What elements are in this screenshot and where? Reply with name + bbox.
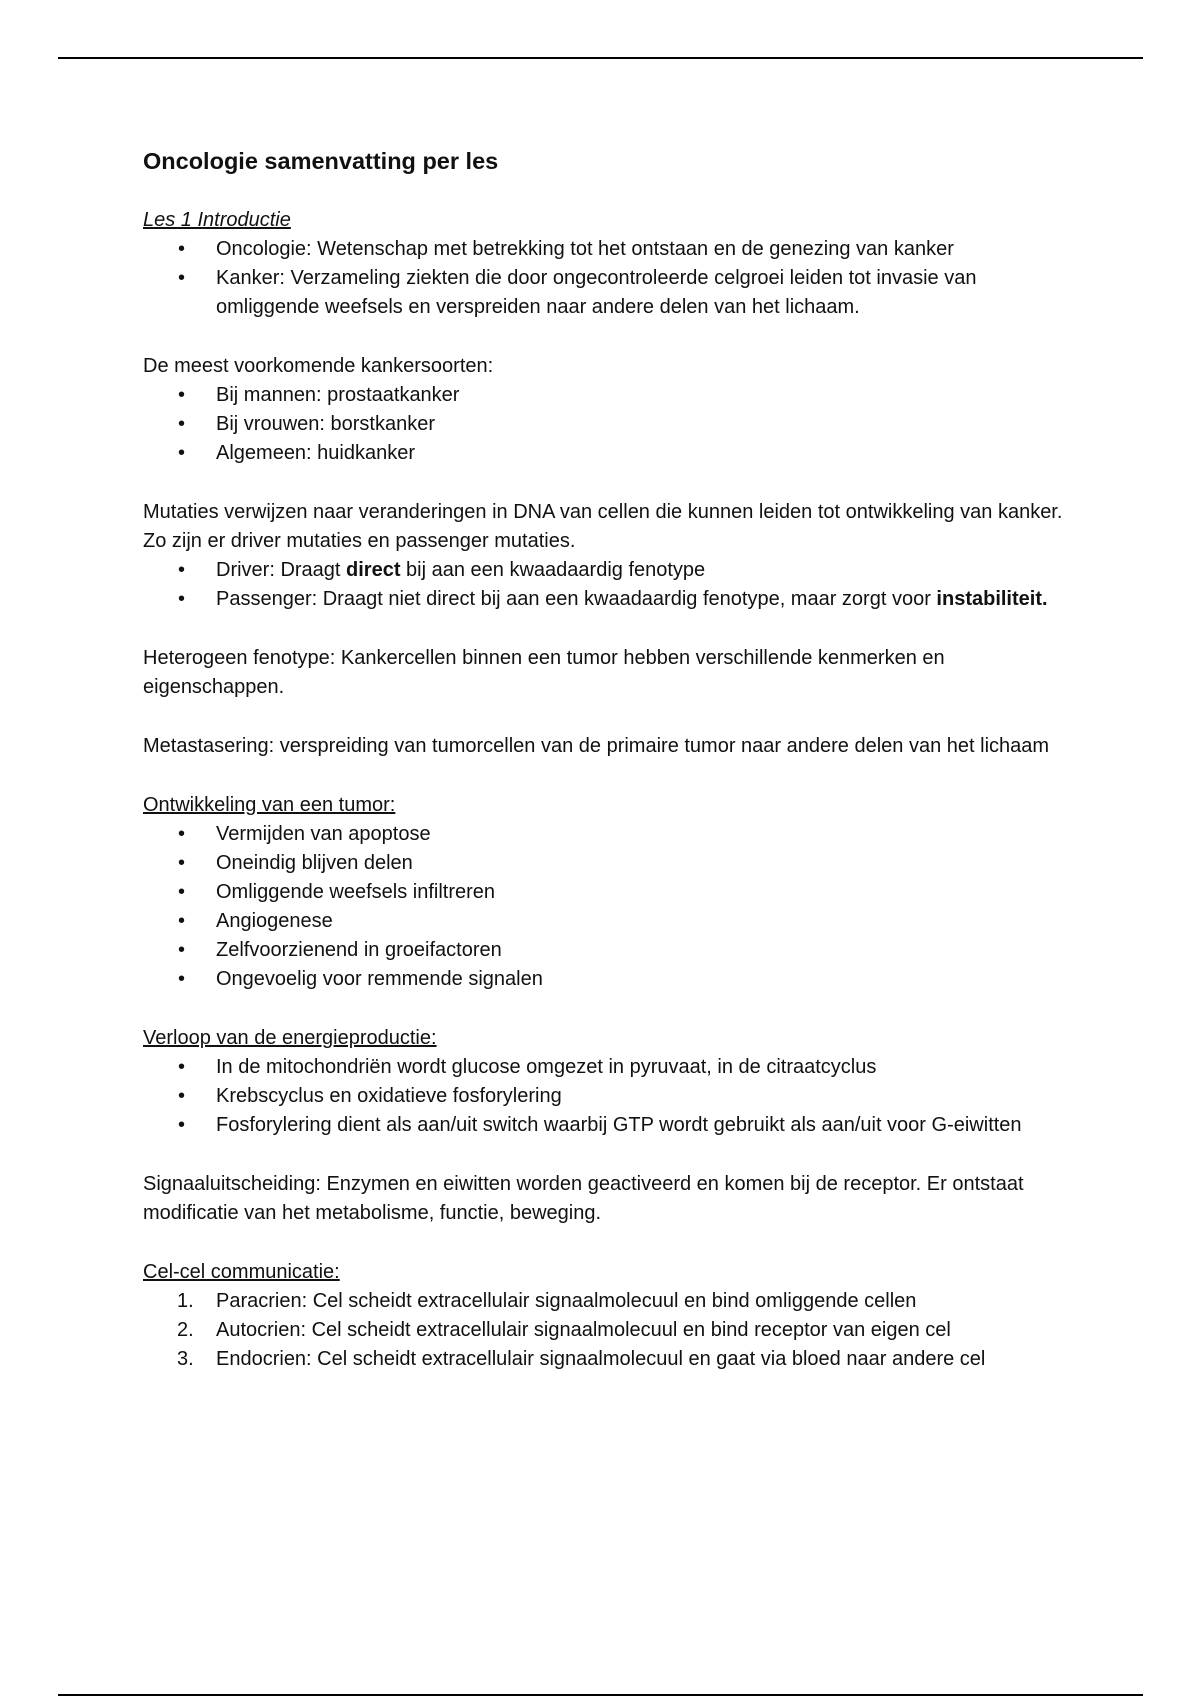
list-item (143, 1287, 1063, 1316)
list-item (143, 1053, 1063, 1082)
signaal-paragraph: Signaaluitscheiding: Enzymen en eiwitten worden geactiveerd en komen bij de receptor. Er ontstaat modificatie van het metabolisme, functie, beweging. (143, 1173, 1024, 1224)
mutaties-list (143, 556, 1063, 614)
celcel-list (143, 1287, 1063, 1374)
list-item (143, 235, 1063, 264)
list-number: 1. (177, 1290, 194, 1312)
list-item-text: In de mitochondriën wordt glucose omgezet in pyruvaat, in de citraatcyclus (216, 1056, 877, 1078)
bullet-icon: • (178, 910, 186, 932)
bullet-icon: • (178, 852, 186, 874)
section-heading-energie: Verloop van de energieproductie: (143, 1027, 437, 1049)
list-item (143, 1316, 1063, 1345)
list-item (143, 1111, 1063, 1140)
heterogeen-paragraph: Heterogeen fenotype: Kankercellen binnen een tumor hebben verschillende kenmerken en eigenschappen. (143, 647, 945, 698)
list-item-text: Autocrien: Cel scheidt extracellulair signaalmolecuul en bind receptor van eigen cel (216, 1319, 951, 1341)
ontwikkeling-list (143, 820, 1063, 994)
driver-text-after: bij aan een kwaadaardig fenotype (400, 559, 706, 581)
bullet-icon: • (178, 1114, 186, 1136)
passenger-text-before: Passenger: Draagt niet direct bij aan een kwaadaardig fenotype, maar zorgt voor (216, 588, 937, 610)
list-number: 2. (177, 1319, 194, 1341)
list-item (143, 439, 1063, 468)
list-item (143, 410, 1063, 439)
list-item (143, 1082, 1063, 1111)
bullet-icon: • (178, 442, 186, 464)
bullet-icon: • (178, 559, 186, 581)
list-item (143, 878, 1063, 907)
document-body (143, 146, 1063, 1374)
list-item-text: Fosforylering dient als aan/uit switch waarbij GTP wordt gebruikt als aan/uit voor G-eiwitten (216, 1114, 1022, 1136)
bullet-icon: • (178, 968, 186, 990)
bullet-icon: • (178, 238, 186, 260)
bullet-icon: • (178, 823, 186, 845)
list-item (143, 1345, 1063, 1374)
footer-rule (58, 1694, 1143, 1696)
driver-text-bold: direct (346, 559, 401, 581)
metastasering-paragraph: Metastasering: verspreiding van tumorcellen van de primaire tumor naar andere delen van het lichaam (143, 735, 1050, 757)
list-item-text: Algemeen: huidkanker (216, 442, 416, 464)
bullet-icon: • (178, 588, 186, 610)
list-item (143, 907, 1063, 936)
page-title: Oncologie samenvatting per les (143, 148, 499, 174)
list-item-text: Bij mannen: prostaatkanker (216, 384, 460, 406)
list-item-text: Zelfvoorzienend in groeifactoren (216, 939, 502, 961)
bullet-icon: • (178, 939, 186, 961)
list-item-text: Ongevoelig voor remmende signalen (216, 968, 543, 990)
list-item-text: Angiogenese (216, 910, 333, 932)
les1-list (143, 235, 1063, 322)
mutaties-intro: Mutaties verwijzen naar veranderingen in DNA van cellen die kunnen leiden tot ontwikkeling van kanker. Zo zijn er driver mutaties en passenger mutaties. (143, 501, 1063, 552)
list-item-text: Oncologie: Wetenschap met betrekking tot het ontstaan en de genezing van kanker (216, 238, 954, 260)
bullet-icon: • (178, 881, 186, 903)
driver-text-before: Driver: Draagt (216, 559, 347, 581)
list-item (143, 585, 1063, 614)
kankersoorten-list (143, 381, 1063, 468)
bullet-icon: • (178, 1085, 186, 1107)
list-number: 3. (177, 1348, 194, 1370)
list-item-text: Krebscyclus en oxidatieve fosforylering (216, 1085, 562, 1107)
list-item-text: Oneindig blijven delen (216, 852, 413, 874)
bullet-icon: • (178, 413, 186, 435)
header-rule (58, 57, 1143, 59)
list-item-text: Endocrien: Cel scheidt extracellulair signaalmolecuul en gaat via bloed naar andere cel (216, 1348, 986, 1370)
list-item (143, 849, 1063, 878)
section-heading-les1: Les 1 Introductie (143, 209, 291, 231)
section-heading-celcel: Cel-cel communicatie: (143, 1261, 340, 1283)
section-heading-ontwikkeling: Ontwikkeling van een tumor: (143, 794, 396, 816)
bullet-icon: • (178, 267, 186, 289)
bullet-icon: • (178, 384, 186, 406)
list-item (143, 820, 1063, 849)
kankersoorten-intro: De meest voorkomende kankersoorten: (143, 355, 494, 377)
list-item (143, 264, 1063, 322)
list-item-text: Kanker: Verzameling ziekten die door ongecontroleerde celgroei leiden tot invasie van omliggende weefsels en verspreiden naar andere delen van het lichaam. (216, 267, 977, 318)
list-item (143, 936, 1063, 965)
list-item (143, 965, 1063, 994)
energie-list (143, 1053, 1063, 1140)
bullet-icon: • (178, 1056, 186, 1078)
list-item-text: Vermijden van apoptose (216, 823, 431, 845)
list-item-text: Paracrien: Cel scheidt extracellulair signaalmolecuul en bind omliggende cellen (216, 1290, 917, 1312)
list-item-text: Bij vrouwen: borstkanker (216, 413, 435, 435)
list-item-text: Omliggende weefsels infiltreren (216, 881, 496, 903)
passenger-text-bold: instabiliteit. (936, 588, 1048, 610)
list-item (143, 556, 1063, 585)
list-item (143, 381, 1063, 410)
